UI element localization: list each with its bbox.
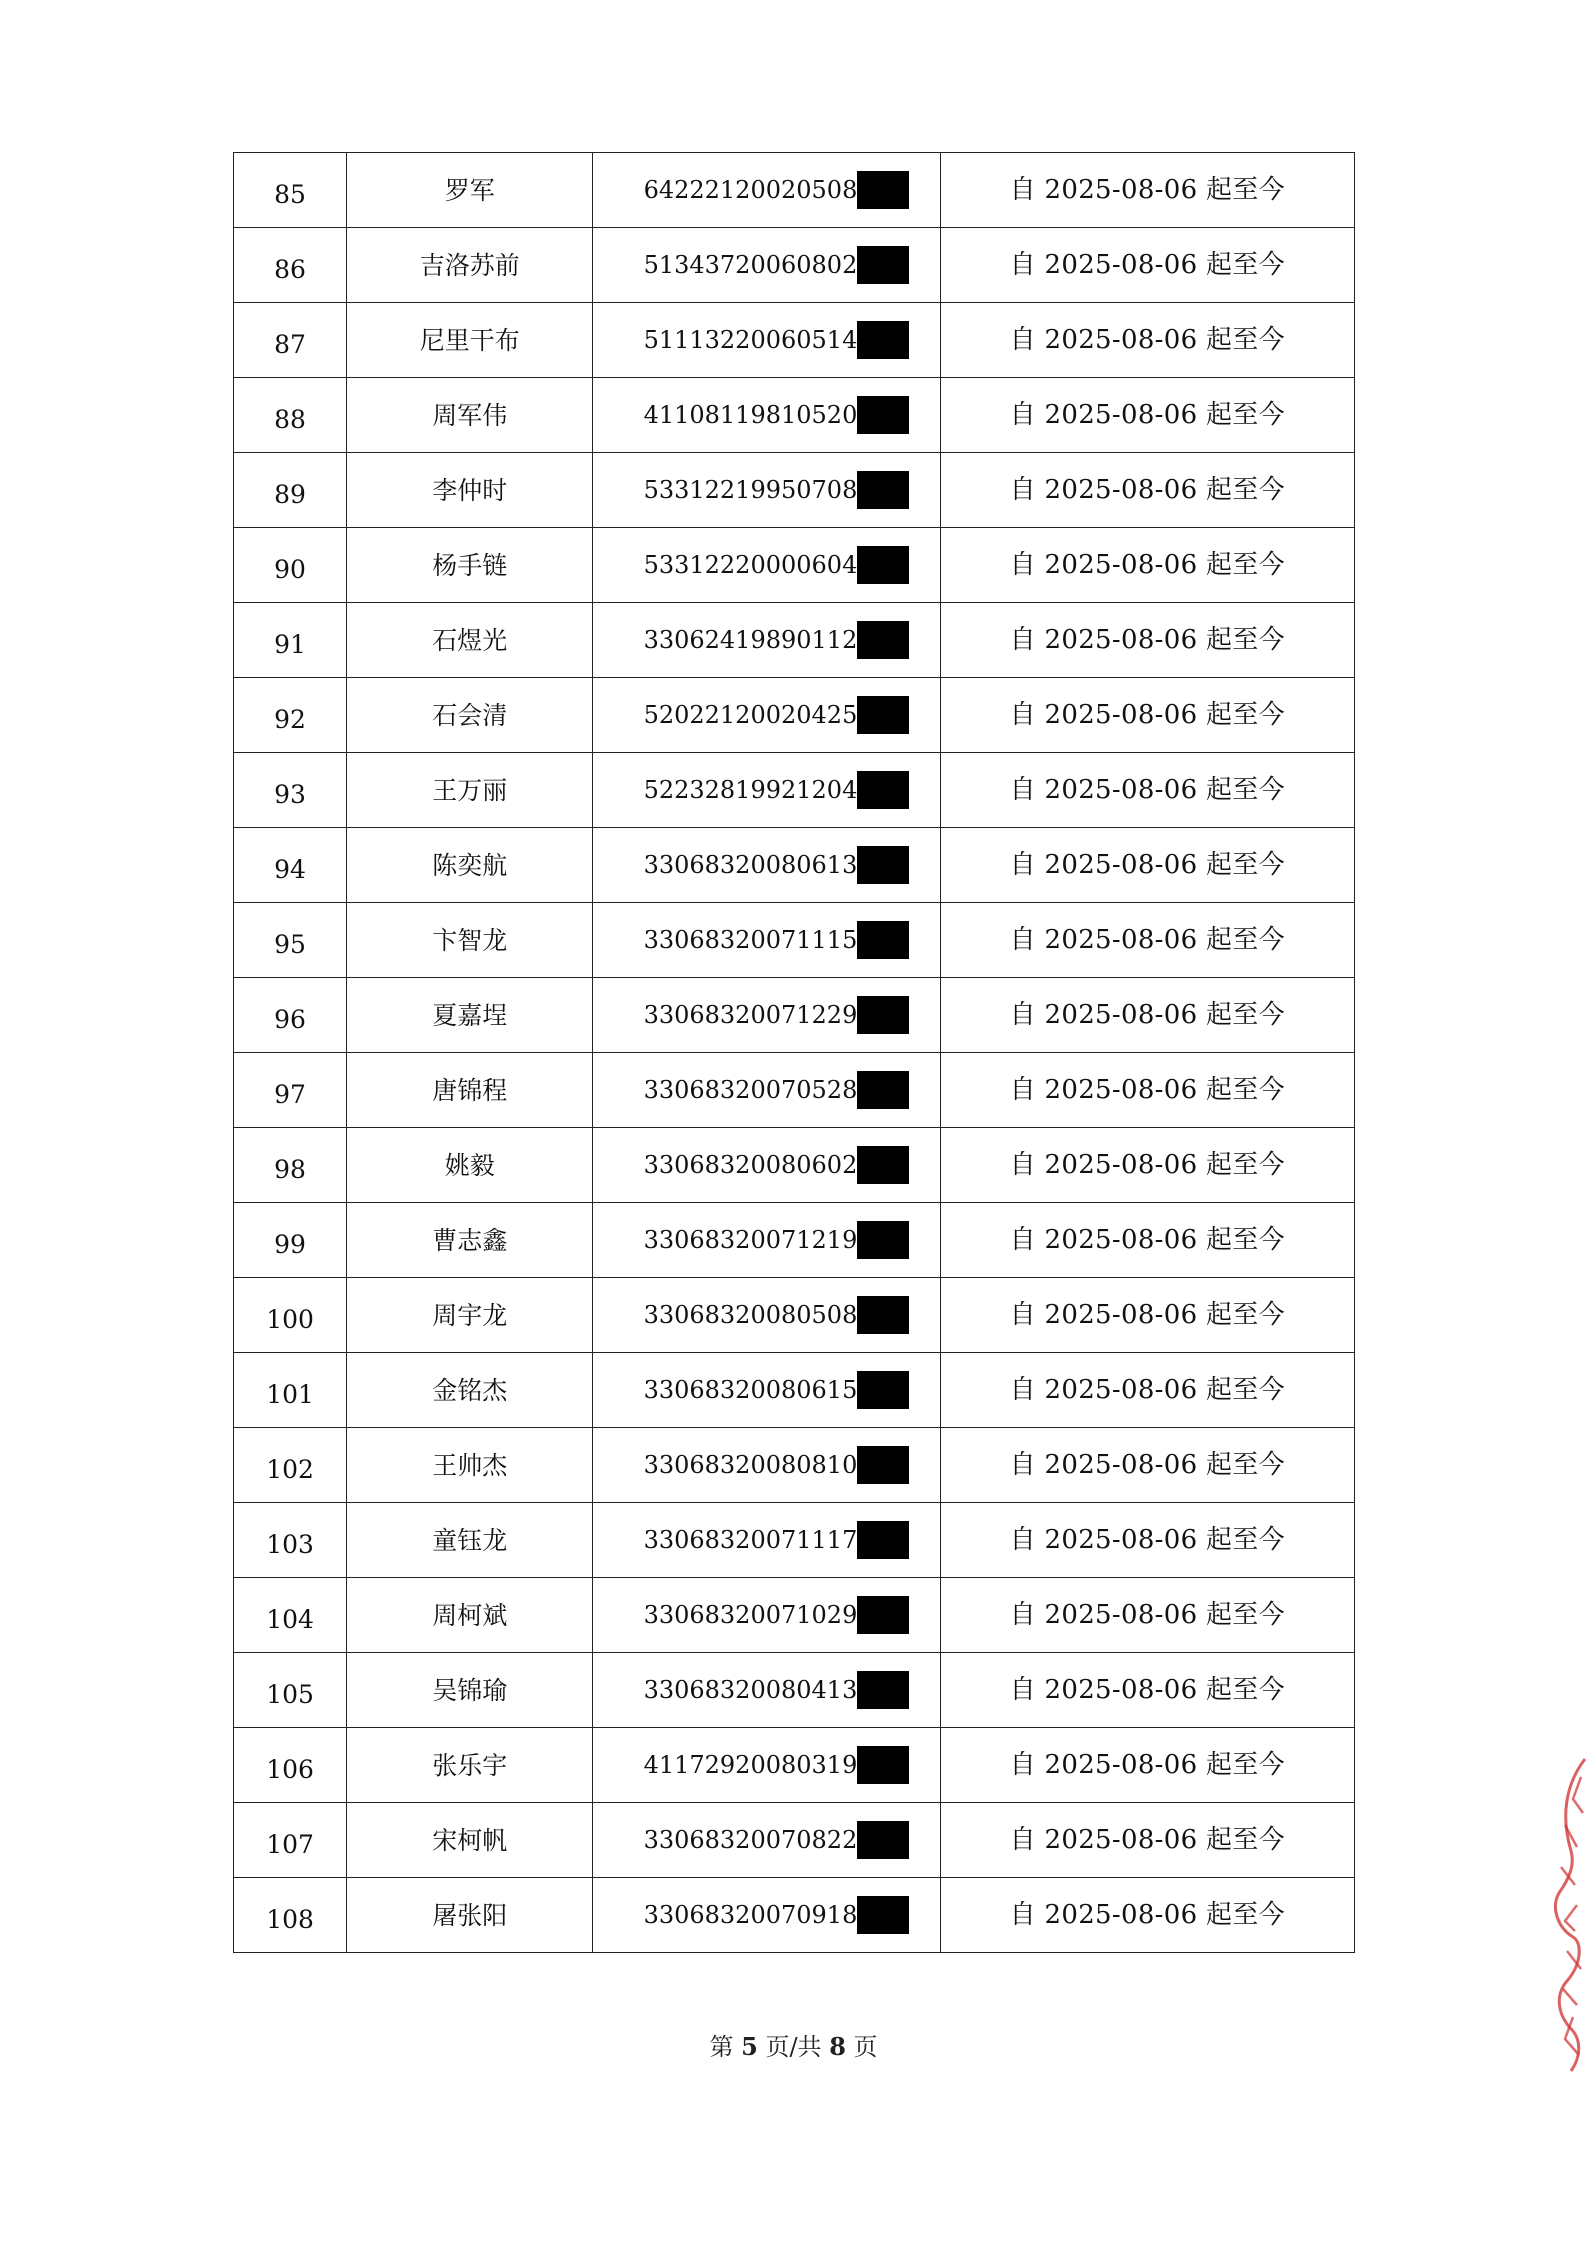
id-number-cell (593, 1203, 940, 1278)
period-text: 自 2025-08-06 起至今 (1009, 1450, 1285, 1480)
id-number-prefix: 33068320080508 (643, 1301, 858, 1329)
row-number-cell (234, 1428, 347, 1503)
table-row (234, 1728, 1355, 1803)
total-page-count: 8 (829, 2032, 846, 2061)
period-text: 自 2025-08-06 起至今 (1009, 1750, 1285, 1780)
id-number-cell (593, 228, 940, 303)
id-number-prefix: 33068320080615 (643, 1376, 858, 1404)
period-cell (940, 1503, 1354, 1578)
table-row (234, 1128, 1355, 1203)
period-text: 自 2025-08-06 起至今 (1009, 175, 1285, 205)
row-number-cell (234, 528, 347, 603)
period-cell (940, 528, 1354, 603)
red-seal-stamp (1547, 1755, 1587, 2075)
period-text: 自 2025-08-06 起至今 (1009, 550, 1285, 580)
row-number-cell (234, 1053, 347, 1128)
table-row (234, 1053, 1355, 1128)
table-row (234, 1803, 1355, 1878)
id-number-prefix: 51113220060514 (643, 326, 858, 354)
id-number-prefix: 33068320071115 (643, 926, 858, 954)
person-name: 周宇龙 (347, 1278, 593, 1353)
page-footer (0, 2027, 1587, 2062)
id-number-wrapper (624, 471, 910, 509)
id-number-cell (593, 303, 940, 378)
period-cell (940, 453, 1354, 528)
period-text: 自 2025-08-06 起至今 (1009, 625, 1285, 655)
footer-suffix: 页 (853, 2033, 878, 2061)
id-number-cell (593, 753, 940, 828)
id-number-prefix: 33068320071029 (643, 1601, 858, 1629)
period-cell (940, 828, 1354, 903)
id-number-prefix: 33068320080613 (643, 851, 858, 879)
table-row (234, 228, 1355, 303)
id-number-cell (593, 1803, 940, 1878)
period-cell (940, 603, 1354, 678)
row-number: 88 (274, 404, 306, 434)
period-cell (940, 1128, 1354, 1203)
id-number-wrapper (624, 1446, 910, 1484)
id-number-prefix: 33062419890112 (643, 626, 858, 654)
id-number-wrapper (624, 396, 910, 434)
period-text: 自 2025-08-06 起至今 (1009, 1000, 1285, 1030)
person-name: 童钰龙 (347, 1503, 593, 1578)
id-number-cell (593, 1503, 940, 1578)
id-number-cell (593, 153, 940, 228)
period-cell (940, 378, 1354, 453)
period-text: 自 2025-08-06 起至今 (1009, 1375, 1285, 1405)
row-number-cell (234, 978, 347, 1053)
table-row (234, 153, 1355, 228)
row-number-cell (234, 1803, 347, 1878)
period-cell (940, 1578, 1354, 1653)
id-number-wrapper (624, 1671, 910, 1709)
id-number-wrapper (624, 1821, 910, 1859)
period-cell (940, 153, 1354, 228)
id-number-prefix: 33068320070822 (643, 1826, 858, 1854)
id-number-wrapper (624, 1071, 910, 1109)
redaction-block (857, 1446, 909, 1484)
redaction-block (857, 1146, 909, 1184)
id-number-cell (593, 903, 940, 978)
row-number: 93 (274, 779, 306, 809)
row-number-cell (234, 1878, 347, 1953)
person-name: 姚毅 (347, 1128, 593, 1203)
table-row (234, 528, 1355, 603)
table-row (234, 1503, 1355, 1578)
period-cell (940, 1053, 1354, 1128)
row-number: 96 (274, 1004, 306, 1034)
id-number-wrapper (624, 1596, 910, 1634)
person-name: 王万丽 (347, 753, 593, 828)
period-cell (940, 1803, 1354, 1878)
id-number-wrapper (624, 246, 910, 284)
person-name: 李仲时 (347, 453, 593, 528)
period-cell (940, 1203, 1354, 1278)
row-number: 107 (266, 1829, 314, 1859)
row-number: 92 (274, 704, 306, 734)
row-number: 103 (266, 1529, 314, 1559)
redaction-block (857, 621, 909, 659)
period-text: 自 2025-08-06 起至今 (1009, 1300, 1285, 1330)
table-row (234, 828, 1355, 903)
row-number: 102 (266, 1454, 314, 1484)
redaction-block (857, 396, 909, 434)
id-number-wrapper (624, 321, 910, 359)
redaction-block (857, 921, 909, 959)
id-number-wrapper (624, 1296, 910, 1334)
period-text: 自 2025-08-06 起至今 (1009, 1825, 1285, 1855)
table-row (234, 378, 1355, 453)
id-number-prefix: 41108119810520 (643, 401, 858, 429)
id-number-wrapper (624, 1521, 910, 1559)
table-row (234, 453, 1355, 528)
period-cell (940, 753, 1354, 828)
redaction-block (857, 171, 909, 209)
id-number-cell (593, 378, 940, 453)
id-number-wrapper (624, 1896, 910, 1934)
period-cell (940, 978, 1354, 1053)
id-number-prefix: 51343720060802 (643, 251, 858, 279)
period-cell (940, 1428, 1354, 1503)
period-cell (940, 1353, 1354, 1428)
id-number-wrapper (624, 1221, 910, 1259)
period-text: 自 2025-08-06 起至今 (1009, 1150, 1285, 1180)
person-name: 陈奕航 (347, 828, 593, 903)
footer-prefix: 第 (709, 2033, 734, 2061)
period-text: 自 2025-08-06 起至今 (1009, 925, 1285, 955)
id-number-wrapper (624, 996, 910, 1034)
period-cell (940, 228, 1354, 303)
row-number: 108 (266, 1904, 314, 1934)
person-name: 石煜光 (347, 603, 593, 678)
redaction-block (857, 321, 909, 359)
row-number-cell (234, 378, 347, 453)
person-name: 罗军 (347, 153, 593, 228)
row-number: 100 (266, 1304, 314, 1334)
redaction-block (857, 1821, 909, 1859)
id-number-cell (593, 528, 940, 603)
row-number: 101 (266, 1379, 314, 1409)
row-number: 105 (266, 1679, 314, 1709)
row-number-cell (234, 1728, 347, 1803)
table-row (234, 1428, 1355, 1503)
footer-middle: 页/共 (765, 2033, 822, 2061)
id-number-wrapper (624, 171, 910, 209)
id-number-cell (593, 1653, 940, 1728)
table-row (234, 1578, 1355, 1653)
period-text: 自 2025-08-06 起至今 (1009, 400, 1285, 430)
id-number-prefix: 33068320070528 (643, 1076, 858, 1104)
redaction-block (857, 1521, 909, 1559)
redaction-block (857, 1371, 909, 1409)
person-name: 张乐宇 (347, 1728, 593, 1803)
id-number-wrapper (624, 1146, 910, 1184)
row-number-cell (234, 603, 347, 678)
person-name: 金铭杰 (347, 1353, 593, 1428)
row-number-cell (234, 153, 347, 228)
table-row (234, 603, 1355, 678)
redaction-block (857, 471, 909, 509)
period-text: 自 2025-08-06 起至今 (1009, 1675, 1285, 1705)
row-number-cell (234, 753, 347, 828)
id-number-cell (593, 828, 940, 903)
id-number-cell (593, 1428, 940, 1503)
period-text: 自 2025-08-06 起至今 (1009, 850, 1285, 880)
redaction-block (857, 1596, 909, 1634)
person-name: 卞智龙 (347, 903, 593, 978)
id-number-cell (593, 1128, 940, 1203)
current-page-number: 5 (741, 2032, 758, 2061)
id-number-cell (593, 678, 940, 753)
period-cell (940, 1653, 1354, 1728)
person-name: 周军伟 (347, 378, 593, 453)
row-number-cell (234, 453, 347, 528)
row-number: 87 (274, 329, 306, 359)
person-name: 吉洛苏前 (347, 228, 593, 303)
row-number-cell (234, 903, 347, 978)
table-row (234, 753, 1355, 828)
table-row (234, 1203, 1355, 1278)
row-number: 98 (274, 1154, 306, 1184)
id-number-cell (593, 603, 940, 678)
id-number-cell (593, 453, 940, 528)
row-number: 86 (274, 254, 306, 284)
person-name: 王帅杰 (347, 1428, 593, 1503)
redaction-block (857, 771, 909, 809)
period-text: 自 2025-08-06 起至今 (1009, 1075, 1285, 1105)
period-text: 自 2025-08-06 起至今 (1009, 1600, 1285, 1630)
id-number-cell (593, 1278, 940, 1353)
redaction-block (857, 696, 909, 734)
table-row (234, 978, 1355, 1053)
person-name: 尼里干布 (347, 303, 593, 378)
id-number-wrapper (624, 846, 910, 884)
row-number: 89 (274, 479, 306, 509)
period-text: 自 2025-08-06 起至今 (1009, 1525, 1285, 1555)
row-number-cell (234, 1203, 347, 1278)
person-name: 屠张阳 (347, 1878, 593, 1953)
row-number: 99 (274, 1229, 306, 1259)
row-number-cell (234, 228, 347, 303)
table-row (234, 1878, 1355, 1953)
row-number-cell (234, 828, 347, 903)
id-number-cell (593, 1878, 940, 1953)
id-number-prefix: 64222120020508 (643, 176, 858, 204)
period-cell (940, 1728, 1354, 1803)
redaction-block (857, 246, 909, 284)
row-number-cell (234, 1578, 347, 1653)
roster-table (233, 152, 1355, 1953)
id-number-prefix: 52022120020425 (643, 701, 858, 729)
id-number-prefix: 33068320071229 (643, 1001, 858, 1029)
id-number-cell (593, 1053, 940, 1128)
row-number-cell (234, 1128, 347, 1203)
row-number-cell (234, 1503, 347, 1578)
person-name: 唐锦程 (347, 1053, 593, 1128)
row-number: 106 (266, 1754, 314, 1784)
period-cell (940, 1878, 1354, 1953)
row-number: 91 (274, 629, 306, 659)
row-number: 90 (274, 554, 306, 584)
row-number: 104 (266, 1604, 314, 1634)
period-cell (940, 1278, 1354, 1353)
id-number-cell (593, 1578, 940, 1653)
person-name: 宋柯帆 (347, 1803, 593, 1878)
table-row (234, 1653, 1355, 1728)
id-number-prefix: 33068320080810 (643, 1451, 858, 1479)
id-number-prefix: 33068320071117 (643, 1526, 858, 1554)
person-name: 周柯斌 (347, 1578, 593, 1653)
period-text: 自 2025-08-06 起至今 (1009, 1225, 1285, 1255)
id-number-wrapper (624, 771, 910, 809)
id-number-prefix: 33068320070918 (643, 1901, 858, 1929)
person-name: 夏嘉埕 (347, 978, 593, 1053)
period-cell (940, 678, 1354, 753)
period-text: 自 2025-08-06 起至今 (1009, 325, 1285, 355)
redaction-block (857, 546, 909, 584)
redaction-block (857, 1896, 909, 1934)
id-number-cell (593, 1728, 940, 1803)
id-number-wrapper (624, 1371, 910, 1409)
id-number-prefix: 53312220000604 (643, 551, 858, 579)
id-number-wrapper (624, 1746, 910, 1784)
person-name: 杨手链 (347, 528, 593, 603)
person-name: 吴锦瑜 (347, 1653, 593, 1728)
table-row (234, 303, 1355, 378)
id-number-wrapper (624, 696, 910, 734)
table-row (234, 1278, 1355, 1353)
table-row (234, 1353, 1355, 1428)
row-number: 94 (274, 854, 306, 884)
row-number: 85 (274, 179, 306, 209)
id-number-prefix: 33068320080602 (643, 1151, 858, 1179)
id-number-cell (593, 978, 940, 1053)
id-number-wrapper (624, 546, 910, 584)
row-number-cell (234, 1278, 347, 1353)
redaction-block (857, 996, 909, 1034)
id-number-wrapper (624, 921, 910, 959)
redaction-block (857, 1221, 909, 1259)
row-number: 97 (274, 1079, 306, 1109)
row-number: 95 (274, 929, 306, 959)
person-name: 石会清 (347, 678, 593, 753)
period-cell (940, 903, 1354, 978)
person-name: 曹志鑫 (347, 1203, 593, 1278)
roster-table-body (234, 153, 1355, 1953)
period-text: 自 2025-08-06 起至今 (1009, 775, 1285, 805)
id-number-prefix: 52232819921204 (643, 776, 858, 804)
row-number-cell (234, 678, 347, 753)
period-cell (940, 303, 1354, 378)
redaction-block (857, 1296, 909, 1334)
table-row (234, 903, 1355, 978)
id-number-prefix: 53312219950708 (643, 476, 858, 504)
period-text: 自 2025-08-06 起至今 (1009, 475, 1285, 505)
period-text: 自 2025-08-06 起至今 (1009, 250, 1285, 280)
redaction-block (857, 846, 909, 884)
row-number-cell (234, 1353, 347, 1428)
id-number-prefix: 33068320080413 (643, 1676, 858, 1704)
id-number-prefix: 33068320071219 (643, 1226, 858, 1254)
id-number-wrapper (624, 621, 910, 659)
row-number-cell (234, 303, 347, 378)
redaction-block (857, 1671, 909, 1709)
redaction-block (857, 1746, 909, 1784)
period-text: 自 2025-08-06 起至今 (1009, 700, 1285, 730)
row-number-cell (234, 1653, 347, 1728)
table-row (234, 678, 1355, 753)
redaction-block (857, 1071, 909, 1109)
id-number-prefix: 41172920080319 (643, 1751, 858, 1779)
period-text: 自 2025-08-06 起至今 (1009, 1900, 1285, 1930)
id-number-cell (593, 1353, 940, 1428)
